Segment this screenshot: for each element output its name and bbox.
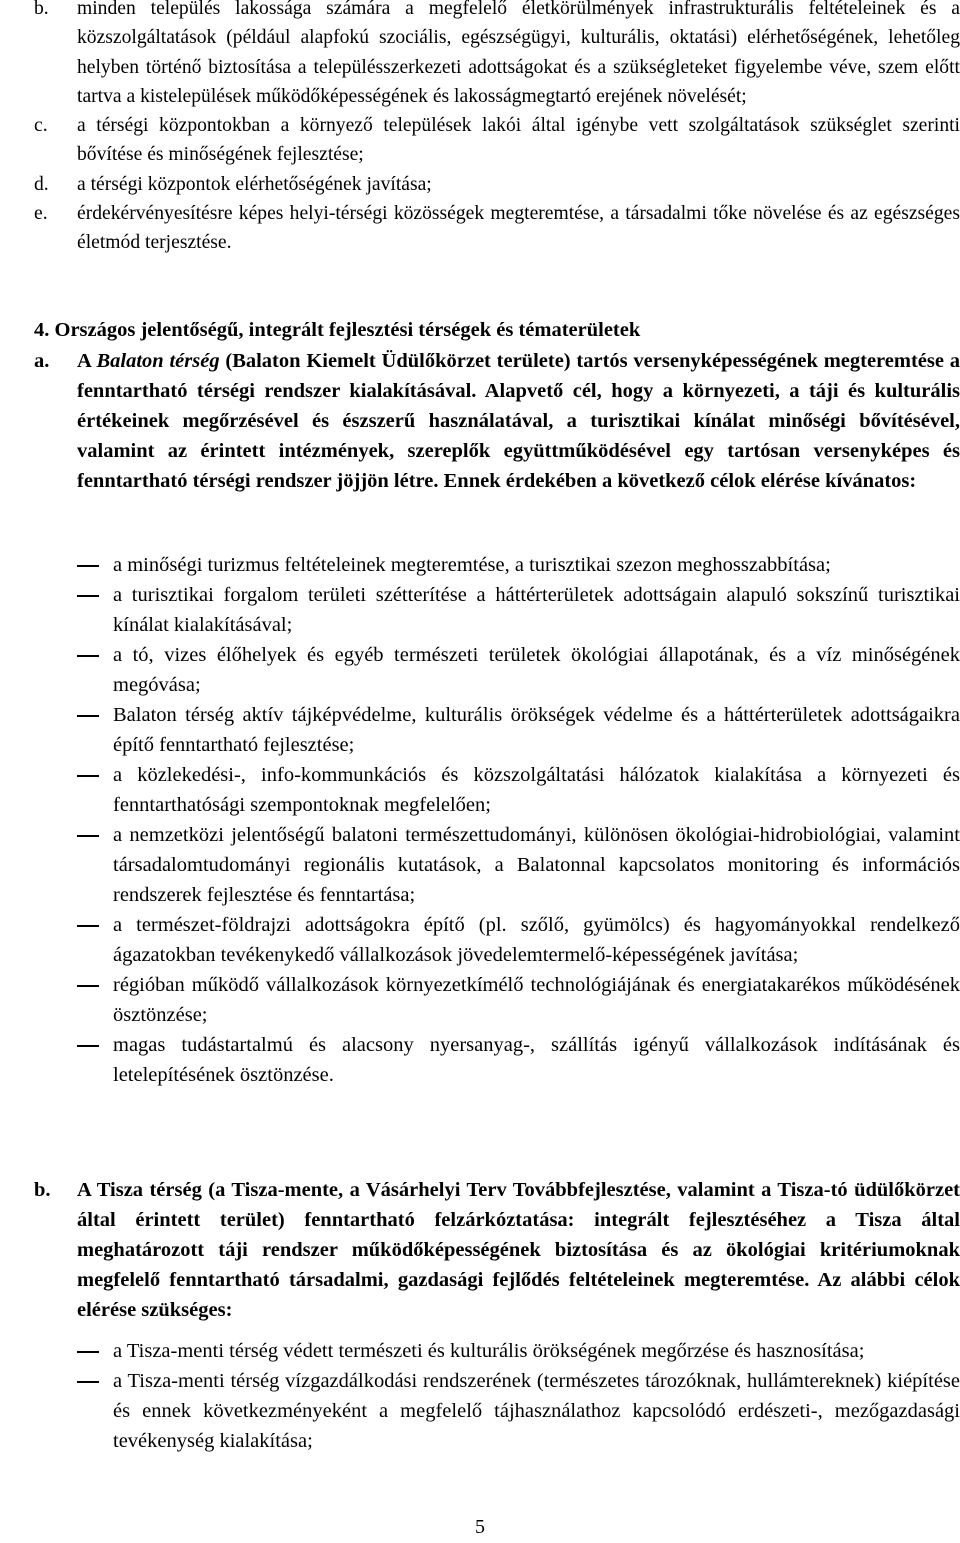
- dash-icon: [77, 580, 113, 640]
- list-item-b: [34, 0, 960, 111]
- dash-icon: [77, 1366, 113, 1456]
- item-label: a.: [34, 350, 50, 372]
- top-list: [34, 0, 960, 258]
- item-text: [77, 346, 960, 496]
- item-label: d.: [34, 173, 49, 195]
- section-item-b: [34, 1175, 960, 1325]
- list-item: a nemzetközi jelentőségű balatoni természettudományi, különösen ökológiai-hidrobiológiai, valamint társadalomtudományi regionális kutatások, a Balatonnal kapcsolatos monitoring és információs rendszerek fejlesztése és fenntartása;: [77, 820, 960, 910]
- dash-icon: [77, 910, 113, 970]
- item-label: b.: [34, 1179, 51, 1201]
- list-item: a turisztikai forgalom területi szétterítése a háttérterületek adottságain alapuló sokszínű turisztikai kínálat kialakításával;: [77, 580, 960, 640]
- dash-icon: [77, 550, 113, 580]
- item-text: A Tisza térség (a Tisza-mente, a Vásárhelyi Terv Továbbfejlesztése, valamint a Tisza-tó üdülőkörzet által érintett terület) fenntartható felzárkóztatása: integrált fejlesztéséhez a Tisza által meghatározott táji rendszer működőképességének biztosítása és az ökológiai kritériumoknak megfelelő fenntartható társadalmi, gazdasági fejlődés feltételeinek megteremtése. Az alábbi célok elérése szükséges:: [77, 1179, 960, 1321]
- section-heading: 4. Országos jelentőségű, integrált fejlesztési térségek és tématerületek: [34, 319, 641, 341]
- list-item: a minőségi turizmus feltételeinek megteremtése, a turisztikai szezon meghosszabbítása;: [77, 550, 960, 580]
- dash-icon: [77, 760, 113, 820]
- list-item: magas tudástartalmú és alacsony nyersanyag-, szállítás igényű vállalkozások indításának és letelepítésének ösztönzése.: [77, 1030, 960, 1090]
- dash-icon: [77, 970, 113, 1030]
- list-item: a Tisza-menti térség védett természeti és kulturális örökségének megőrzése és hasznosítása;: [77, 1336, 960, 1366]
- item-text: minden település lakossága számára a megfelelő életkörülmények infrastrukturális feltételeinek és a közszolgáltatások (például alapfokú szociális, egészségügyi, kulturális, oktatási) elérhetőségének, lehetőleg helyben történő biztosítása a településszerkezeti adottságokat és a szükségleteket figyelembe véve, szem előtt tartva a kistelepülések működőképességének és lakosságmegtartó erejének növelését;: [77, 0, 960, 107]
- text-after: (Balaton Kiemelt Üdülőkörzet területe) tartós versenyképességének megteremtése a fenntartható térségi rendszer kialakításával. Alapvető cél, hogy a környezeti, a táji és kulturális értékeinek megőrzésével és észszerű használatával, a turisztikai kínálat minőségi bővítésével, valamint az érintett intézmények, szereplők együttműködésével egy tartósan versenyképes és fenntartható térségi rendszer jöjjön létre. Ennek érdekében a következő célok elérése kívánatos:: [77, 350, 960, 492]
- list-item: a közlekedési-, info-kommunkációs és közszolgáltatási hálózatok kialakítása a környezeti és fenntarthatósági szempontoknak megfelelően;: [77, 760, 960, 820]
- item-text: érdekérvényesítésre képes helyi-térségi közösségek megteremtése, a társadalmi tőke növelése és az egészséges életmód terjesztése.: [77, 203, 960, 254]
- list-item-c: [34, 111, 960, 170]
- item-label: e.: [34, 203, 48, 225]
- dash-icon: [77, 640, 113, 700]
- list-item-e: [34, 199, 960, 258]
- text-before: A: [77, 350, 97, 372]
- dash-icon: [77, 1336, 113, 1366]
- item-label: b.: [34, 0, 49, 19]
- item-text: a térségi központokban a környező települések lakói által igénybe vett szolgáltatások szükséglet szerinti bővítése és minőségének fejlesztése;: [77, 115, 960, 166]
- item-text: a térségi központok elérhetőségének javítása;: [77, 173, 432, 195]
- dash-icon: [77, 820, 113, 910]
- item-label: c.: [34, 115, 48, 137]
- list-item: a Tisza-menti térség vízgazdálkodási rendszerének (természetes tározóknak, hullámtereknek) kiépítése és ennek következményeként a megfelelő tájhasználathoz kapcsolódó erdészeti-, mezőgazdasági tevékenység kialakítása;: [77, 1366, 960, 1456]
- list-item: Balaton térség aktív tájképvédelme, kulturális örökségek védelme és a háttérterületek adottságaikra építő fenntartható fejlesztése;: [77, 700, 960, 760]
- section-item-a: [34, 346, 960, 496]
- list-item: régióban működő vállalkozások környezetkímélő technológiájának és energiatakarékos működésének ösztönzése;: [77, 970, 960, 1030]
- list-item-d: [34, 170, 960, 199]
- italic-text: Balaton térség: [96, 350, 220, 372]
- dash-icon: [77, 1030, 113, 1090]
- goals-list-balaton: [77, 550, 960, 1090]
- goals-list-tisza: [77, 1336, 960, 1456]
- dash-icon: [77, 700, 113, 760]
- page-number: 5: [475, 1516, 485, 1538]
- list-item: a természet-földrajzi adottságokra építő (pl. szőlő, gyümölcs) és hagyományokkal rendelkező ágazatokban tevékenykedő vállalkozások jövedelemtermelő-képességének javítása;: [77, 910, 960, 970]
- list-item: a tó, vizes élőhelyek és egyéb természeti területek ökológiai állapotának, és a víz minőségének megóvása;: [77, 640, 960, 700]
